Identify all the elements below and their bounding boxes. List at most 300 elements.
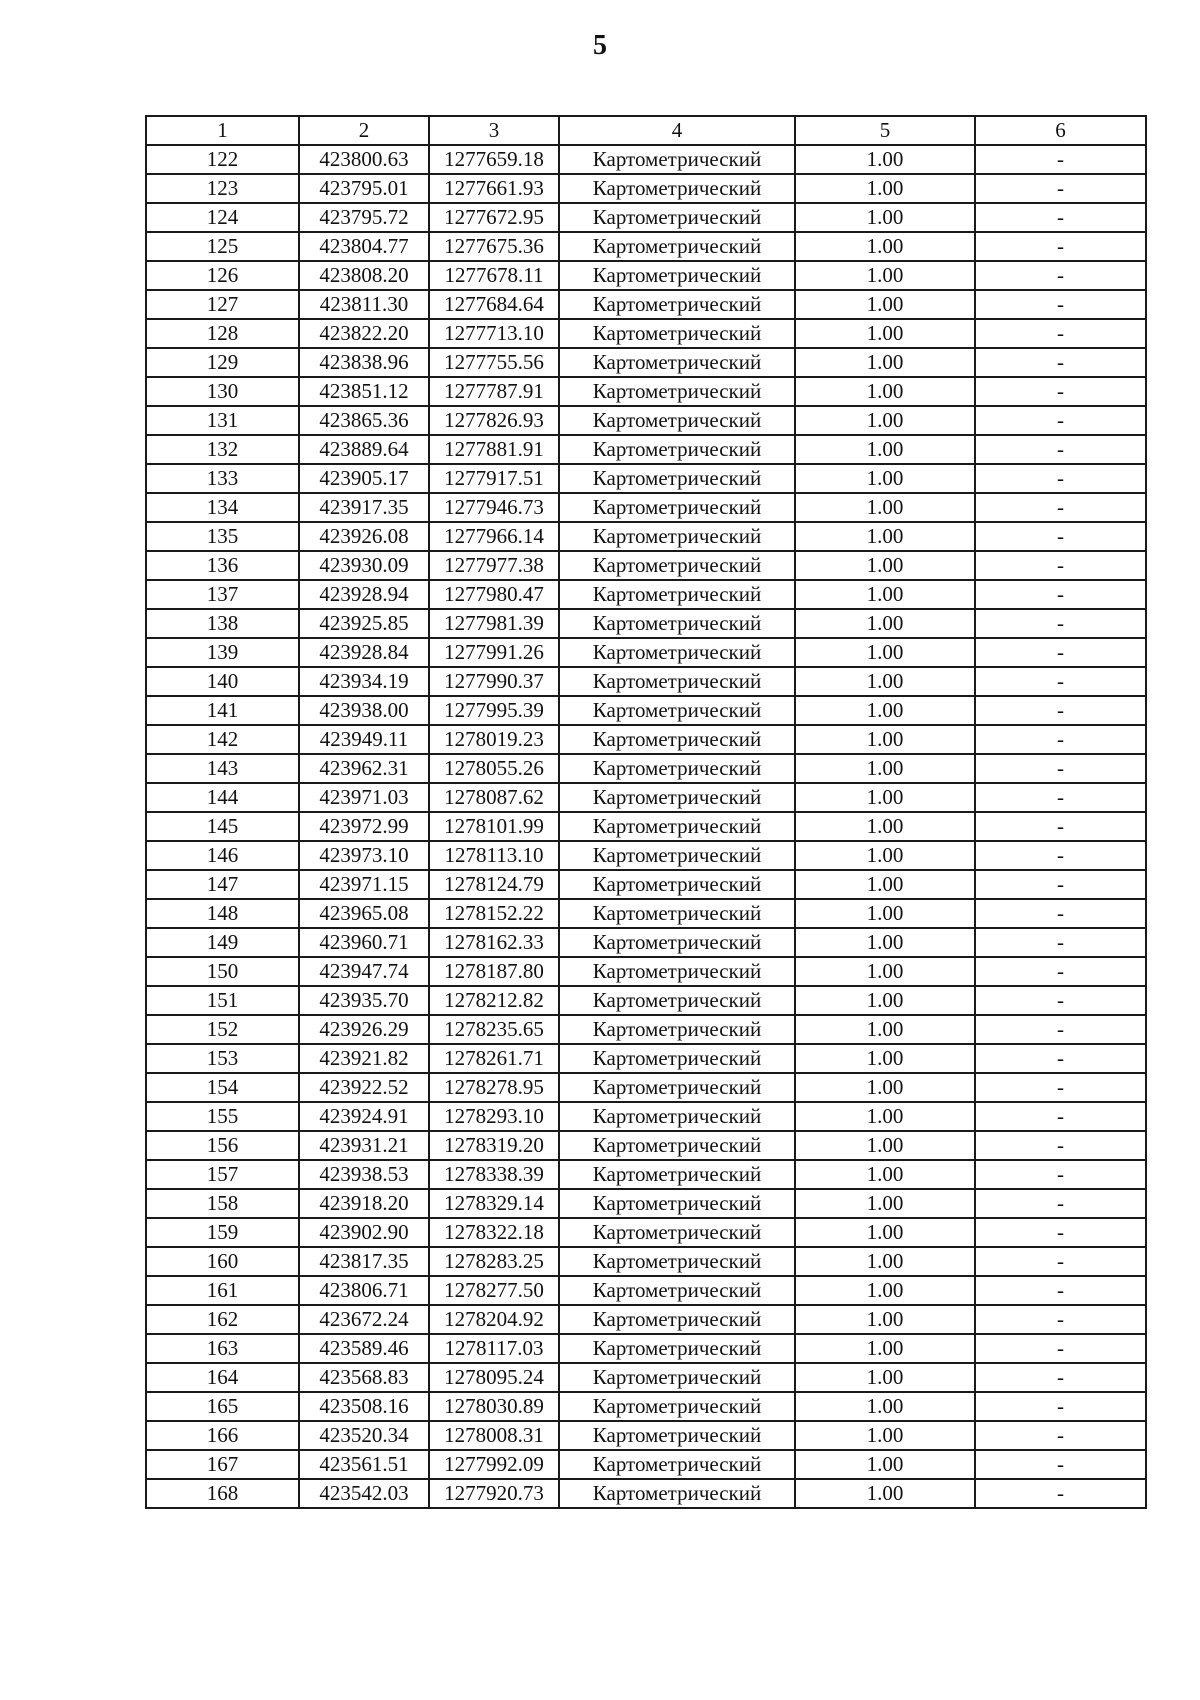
page-number: 5 [593, 30, 607, 61]
x-coordinate-cell: 423851.12 [299, 377, 429, 406]
accuracy-cell: 1.00 [795, 1131, 975, 1160]
accuracy-cell: 1.00 [795, 145, 975, 174]
accuracy-cell: 1.00 [795, 725, 975, 754]
y-coordinate-cell: 1278113.10 [429, 841, 559, 870]
point-number-cell: 143 [146, 754, 299, 783]
x-coordinate-cell: 423902.90 [299, 1218, 429, 1247]
table-row [146, 1073, 1146, 1102]
accuracy-cell: 1.00 [795, 754, 975, 783]
y-coordinate-cell: 1277946.73 [429, 493, 559, 522]
description-cell: - [975, 870, 1146, 899]
method-cell: Картометрический [559, 435, 795, 464]
point-number-cell: 134 [146, 493, 299, 522]
y-coordinate-cell: 1277992.09 [429, 1450, 559, 1479]
point-number-cell: 163 [146, 1334, 299, 1363]
description-cell: - [975, 1276, 1146, 1305]
accuracy-cell: 1.00 [795, 812, 975, 841]
accuracy-cell: 1.00 [795, 609, 975, 638]
x-coordinate-cell: 423960.71 [299, 928, 429, 957]
table-row [146, 406, 1146, 435]
point-number-cell: 128 [146, 319, 299, 348]
table-row [146, 290, 1146, 319]
description-cell: - [975, 232, 1146, 261]
y-coordinate-cell: 1278117.03 [429, 1334, 559, 1363]
table-row [146, 522, 1146, 551]
x-coordinate-cell: 423928.84 [299, 638, 429, 667]
y-coordinate-cell: 1277787.91 [429, 377, 559, 406]
point-number-cell: 136 [146, 551, 299, 580]
point-number-cell: 149 [146, 928, 299, 957]
y-coordinate-cell: 1278152.22 [429, 899, 559, 928]
y-coordinate-cell: 1278019.23 [429, 725, 559, 754]
point-number-cell: 122 [146, 145, 299, 174]
x-coordinate-cell: 423935.70 [299, 986, 429, 1015]
accuracy-cell: 1.00 [795, 928, 975, 957]
method-cell: Картометрический [559, 377, 795, 406]
coordinates-table [145, 115, 1147, 1509]
accuracy-cell: 1.00 [795, 319, 975, 348]
description-cell: - [975, 406, 1146, 435]
method-cell: Картометрический [559, 783, 795, 812]
method-cell: Картометрический [559, 1160, 795, 1189]
method-cell: Картометрический [559, 1015, 795, 1044]
table-row [146, 1479, 1146, 1508]
description-cell: - [975, 348, 1146, 377]
description-cell: - [975, 754, 1146, 783]
column-header: 4 [559, 116, 795, 145]
point-number-cell: 126 [146, 261, 299, 290]
table-row [146, 1160, 1146, 1189]
point-number-cell: 155 [146, 1102, 299, 1131]
accuracy-cell: 1.00 [795, 406, 975, 435]
description-cell: - [975, 812, 1146, 841]
point-number-cell: 152 [146, 1015, 299, 1044]
method-cell: Картометрический [559, 145, 795, 174]
method-cell: Картометрический [559, 1363, 795, 1392]
column-header: 6 [975, 116, 1146, 145]
description-cell: - [975, 145, 1146, 174]
point-number-cell: 124 [146, 203, 299, 232]
y-coordinate-cell: 1277826.93 [429, 406, 559, 435]
x-coordinate-cell: 423817.35 [299, 1247, 429, 1276]
x-coordinate-cell: 423938.00 [299, 696, 429, 725]
point-number-cell: 132 [146, 435, 299, 464]
description-cell: - [975, 1131, 1146, 1160]
method-cell: Картометрический [559, 522, 795, 551]
y-coordinate-cell: 1277755.56 [429, 348, 559, 377]
table-row [146, 667, 1146, 696]
accuracy-cell: 1.00 [795, 870, 975, 899]
y-coordinate-cell: 1277990.37 [429, 667, 559, 696]
y-coordinate-cell: 1277920.73 [429, 1479, 559, 1508]
table-row [146, 638, 1146, 667]
table-row [146, 812, 1146, 841]
point-number-cell: 140 [146, 667, 299, 696]
table-row [146, 1015, 1146, 1044]
point-number-cell: 141 [146, 696, 299, 725]
method-cell: Картометрический [559, 1189, 795, 1218]
description-cell: - [975, 1421, 1146, 1450]
table-row [146, 957, 1146, 986]
point-number-cell: 127 [146, 290, 299, 319]
accuracy-cell: 1.00 [795, 290, 975, 319]
y-coordinate-cell: 1277881.91 [429, 435, 559, 464]
description-cell: - [975, 1479, 1146, 1508]
description-cell: - [975, 319, 1146, 348]
y-coordinate-cell: 1278278.95 [429, 1073, 559, 1102]
table-row [146, 464, 1146, 493]
method-cell: Картометрический [559, 1073, 795, 1102]
x-coordinate-cell: 423508.16 [299, 1392, 429, 1421]
x-coordinate-cell: 423934.19 [299, 667, 429, 696]
x-coordinate-cell: 423520.34 [299, 1421, 429, 1450]
table-header [146, 116, 1146, 145]
table-row [146, 551, 1146, 580]
table-row [146, 986, 1146, 1015]
y-coordinate-cell: 1278277.50 [429, 1276, 559, 1305]
y-coordinate-cell: 1278283.25 [429, 1247, 559, 1276]
method-cell: Картометрический [559, 580, 795, 609]
description-cell: - [975, 899, 1146, 928]
accuracy-cell: 1.00 [795, 638, 975, 667]
x-coordinate-cell: 423918.20 [299, 1189, 429, 1218]
point-number-cell: 145 [146, 812, 299, 841]
y-coordinate-cell: 1277659.18 [429, 145, 559, 174]
method-cell: Картометрический [559, 841, 795, 870]
point-number-cell: 142 [146, 725, 299, 754]
table-row [146, 1305, 1146, 1334]
table-row [146, 377, 1146, 406]
x-coordinate-cell: 423922.52 [299, 1073, 429, 1102]
accuracy-cell: 1.00 [795, 551, 975, 580]
x-coordinate-cell: 423926.08 [299, 522, 429, 551]
accuracy-cell: 1.00 [795, 1015, 975, 1044]
method-cell: Картометрический [559, 1131, 795, 1160]
method-cell: Картометрический [559, 551, 795, 580]
y-coordinate-cell: 1278055.26 [429, 754, 559, 783]
accuracy-cell: 1.00 [795, 696, 975, 725]
method-cell: Картометрический [559, 1334, 795, 1363]
description-cell: - [975, 551, 1146, 580]
y-coordinate-cell: 1278008.31 [429, 1421, 559, 1450]
table-row [146, 1334, 1146, 1363]
description-cell: - [975, 464, 1146, 493]
method-cell: Картометрический [559, 1305, 795, 1334]
point-number-cell: 156 [146, 1131, 299, 1160]
description-cell: - [975, 435, 1146, 464]
accuracy-cell: 1.00 [795, 1189, 975, 1218]
y-coordinate-cell: 1278087.62 [429, 783, 559, 812]
x-coordinate-cell: 423947.74 [299, 957, 429, 986]
point-number-cell: 154 [146, 1073, 299, 1102]
point-number-cell: 162 [146, 1305, 299, 1334]
description-cell: - [975, 1189, 1146, 1218]
method-cell: Картометрический [559, 1218, 795, 1247]
table-row [146, 725, 1146, 754]
table-row [146, 1247, 1146, 1276]
accuracy-cell: 1.00 [795, 783, 975, 812]
y-coordinate-cell: 1278329.14 [429, 1189, 559, 1218]
description-cell: - [975, 522, 1146, 551]
column-header: 3 [429, 116, 559, 145]
x-coordinate-cell: 423917.35 [299, 493, 429, 522]
table-row [146, 841, 1146, 870]
y-coordinate-cell: 1277684.64 [429, 290, 559, 319]
description-cell: - [975, 261, 1146, 290]
point-number-cell: 147 [146, 870, 299, 899]
table-row [146, 899, 1146, 928]
accuracy-cell: 1.00 [795, 1160, 975, 1189]
x-coordinate-cell: 423672.24 [299, 1305, 429, 1334]
table-row [146, 1392, 1146, 1421]
y-coordinate-cell: 1277977.38 [429, 551, 559, 580]
y-coordinate-cell: 1278095.24 [429, 1363, 559, 1392]
column-header: 5 [795, 116, 975, 145]
point-number-cell: 125 [146, 232, 299, 261]
y-coordinate-cell: 1277678.11 [429, 261, 559, 290]
x-coordinate-cell: 423589.46 [299, 1334, 429, 1363]
accuracy-cell: 1.00 [795, 899, 975, 928]
x-coordinate-cell: 423972.99 [299, 812, 429, 841]
y-coordinate-cell: 1278124.79 [429, 870, 559, 899]
y-coordinate-cell: 1278293.10 [429, 1102, 559, 1131]
column-header: 1 [146, 116, 299, 145]
description-cell: - [975, 1218, 1146, 1247]
accuracy-cell: 1.00 [795, 1102, 975, 1131]
description-cell: - [975, 609, 1146, 638]
point-number-cell: 157 [146, 1160, 299, 1189]
point-number-cell: 164 [146, 1363, 299, 1392]
method-cell: Картометрический [559, 1450, 795, 1479]
description-cell: - [975, 203, 1146, 232]
point-number-cell: 138 [146, 609, 299, 638]
description-cell: - [975, 986, 1146, 1015]
method-cell: Картометрический [559, 957, 795, 986]
x-coordinate-cell: 423973.10 [299, 841, 429, 870]
accuracy-cell: 1.00 [795, 957, 975, 986]
accuracy-cell: 1.00 [795, 1276, 975, 1305]
x-coordinate-cell: 423865.36 [299, 406, 429, 435]
x-coordinate-cell: 423568.83 [299, 1363, 429, 1392]
point-number-cell: 158 [146, 1189, 299, 1218]
description-cell: - [975, 667, 1146, 696]
point-number-cell: 129 [146, 348, 299, 377]
point-number-cell: 161 [146, 1276, 299, 1305]
x-coordinate-cell: 423962.31 [299, 754, 429, 783]
table-row [146, 1276, 1146, 1305]
point-number-cell: 133 [146, 464, 299, 493]
method-cell: Картометрический [559, 203, 795, 232]
x-coordinate-cell: 423542.03 [299, 1479, 429, 1508]
table-row [146, 493, 1146, 522]
y-coordinate-cell: 1277995.39 [429, 696, 559, 725]
description-cell: - [975, 1450, 1146, 1479]
table-row [146, 319, 1146, 348]
y-coordinate-cell: 1277991.26 [429, 638, 559, 667]
y-coordinate-cell: 1278235.65 [429, 1015, 559, 1044]
description-cell: - [975, 580, 1146, 609]
x-coordinate-cell: 423795.72 [299, 203, 429, 232]
point-number-cell: 146 [146, 841, 299, 870]
y-coordinate-cell: 1278338.39 [429, 1160, 559, 1189]
table-row [146, 1450, 1146, 1479]
y-coordinate-cell: 1278101.99 [429, 812, 559, 841]
y-coordinate-cell: 1278322.18 [429, 1218, 559, 1247]
table-row [146, 696, 1146, 725]
method-cell: Картометрический [559, 1102, 795, 1131]
y-coordinate-cell: 1277675.36 [429, 232, 559, 261]
description-cell: - [975, 1044, 1146, 1073]
point-number-cell: 135 [146, 522, 299, 551]
y-coordinate-cell: 1277713.10 [429, 319, 559, 348]
point-number-cell: 150 [146, 957, 299, 986]
accuracy-cell: 1.00 [795, 203, 975, 232]
method-cell: Картометрический [559, 609, 795, 638]
table-row [146, 783, 1146, 812]
y-coordinate-cell: 1277966.14 [429, 522, 559, 551]
x-coordinate-cell: 423971.03 [299, 783, 429, 812]
x-coordinate-cell: 423804.77 [299, 232, 429, 261]
y-coordinate-cell: 1277661.93 [429, 174, 559, 203]
table-row [146, 1131, 1146, 1160]
x-coordinate-cell: 423561.51 [299, 1450, 429, 1479]
method-cell: Картометрический [559, 928, 795, 957]
description-cell: - [975, 1334, 1146, 1363]
description-cell: - [975, 783, 1146, 812]
x-coordinate-cell: 423938.53 [299, 1160, 429, 1189]
accuracy-cell: 1.00 [795, 174, 975, 203]
y-coordinate-cell: 1278212.82 [429, 986, 559, 1015]
y-coordinate-cell: 1278319.20 [429, 1131, 559, 1160]
description-cell: - [975, 1160, 1146, 1189]
y-coordinate-cell: 1277672.95 [429, 203, 559, 232]
point-number-cell: 139 [146, 638, 299, 667]
x-coordinate-cell: 423806.71 [299, 1276, 429, 1305]
accuracy-cell: 1.00 [795, 1073, 975, 1102]
accuracy-cell: 1.00 [795, 1392, 975, 1421]
table-row [146, 1363, 1146, 1392]
accuracy-cell: 1.00 [795, 1363, 975, 1392]
description-cell: - [975, 928, 1146, 957]
y-coordinate-cell: 1278204.92 [429, 1305, 559, 1334]
method-cell: Картометрический [559, 870, 795, 899]
method-cell: Картометрический [559, 812, 795, 841]
method-cell: Картометрический [559, 261, 795, 290]
method-cell: Картометрический [559, 406, 795, 435]
table-row [146, 870, 1146, 899]
description-cell: - [975, 493, 1146, 522]
y-coordinate-cell: 1277917.51 [429, 464, 559, 493]
point-number-cell: 167 [146, 1450, 299, 1479]
table-row [146, 609, 1146, 638]
y-coordinate-cell: 1277981.39 [429, 609, 559, 638]
x-coordinate-cell: 423921.82 [299, 1044, 429, 1073]
point-number-cell: 148 [146, 899, 299, 928]
description-cell: - [975, 1247, 1146, 1276]
description-cell: - [975, 957, 1146, 986]
column-header: 2 [299, 116, 429, 145]
description-cell: - [975, 290, 1146, 319]
method-cell: Картометрический [559, 174, 795, 203]
description-cell: - [975, 1305, 1146, 1334]
method-cell: Картометрический [559, 1392, 795, 1421]
x-coordinate-cell: 423925.85 [299, 609, 429, 638]
table-row [146, 1189, 1146, 1218]
accuracy-cell: 1.00 [795, 1044, 975, 1073]
x-coordinate-cell: 423965.08 [299, 899, 429, 928]
table-row [146, 1218, 1146, 1247]
method-cell: Картометрический [559, 319, 795, 348]
table-body [146, 145, 1146, 1508]
x-coordinate-cell: 423949.11 [299, 725, 429, 754]
description-cell: - [975, 377, 1146, 406]
description-cell: - [975, 1073, 1146, 1102]
table-row [146, 203, 1146, 232]
x-coordinate-cell: 423822.20 [299, 319, 429, 348]
description-cell: - [975, 1392, 1146, 1421]
x-coordinate-cell: 423795.01 [299, 174, 429, 203]
accuracy-cell: 1.00 [795, 1218, 975, 1247]
x-coordinate-cell: 423905.17 [299, 464, 429, 493]
table-row [146, 1102, 1146, 1131]
method-cell: Картометрический [559, 1479, 795, 1508]
accuracy-cell: 1.00 [795, 1247, 975, 1276]
table-row [146, 580, 1146, 609]
x-coordinate-cell: 423811.30 [299, 290, 429, 319]
accuracy-cell: 1.00 [795, 232, 975, 261]
description-cell: - [975, 174, 1146, 203]
accuracy-cell: 1.00 [795, 348, 975, 377]
method-cell: Картометрический [559, 899, 795, 928]
method-cell: Картометрический [559, 348, 795, 377]
description-cell: - [975, 638, 1146, 667]
method-cell: Картометрический [559, 986, 795, 1015]
table-row [146, 1044, 1146, 1073]
point-number-cell: 159 [146, 1218, 299, 1247]
x-coordinate-cell: 423928.94 [299, 580, 429, 609]
accuracy-cell: 1.00 [795, 841, 975, 870]
x-coordinate-cell: 423930.09 [299, 551, 429, 580]
y-coordinate-cell: 1277980.47 [429, 580, 559, 609]
method-cell: Картометрический [559, 232, 795, 261]
point-number-cell: 160 [146, 1247, 299, 1276]
x-coordinate-cell: 423838.96 [299, 348, 429, 377]
method-cell: Картометрический [559, 754, 795, 783]
accuracy-cell: 1.00 [795, 493, 975, 522]
point-number-cell: 168 [146, 1479, 299, 1508]
point-number-cell: 165 [146, 1392, 299, 1421]
point-number-cell: 166 [146, 1421, 299, 1450]
x-coordinate-cell: 423926.29 [299, 1015, 429, 1044]
description-cell: - [975, 1363, 1146, 1392]
method-cell: Картометрический [559, 1247, 795, 1276]
table-row [146, 435, 1146, 464]
table-row [146, 261, 1146, 290]
x-coordinate-cell: 423808.20 [299, 261, 429, 290]
accuracy-cell: 1.00 [795, 1421, 975, 1450]
accuracy-cell: 1.00 [795, 1305, 975, 1334]
method-cell: Картометрический [559, 725, 795, 754]
accuracy-cell: 1.00 [795, 580, 975, 609]
table-row [146, 145, 1146, 174]
method-cell: Картометрический [559, 464, 795, 493]
method-cell: Картометрический [559, 1044, 795, 1073]
y-coordinate-cell: 1278187.80 [429, 957, 559, 986]
accuracy-cell: 1.00 [795, 377, 975, 406]
point-number-cell: 144 [146, 783, 299, 812]
method-cell: Картометрический [559, 1421, 795, 1450]
accuracy-cell: 1.00 [795, 522, 975, 551]
